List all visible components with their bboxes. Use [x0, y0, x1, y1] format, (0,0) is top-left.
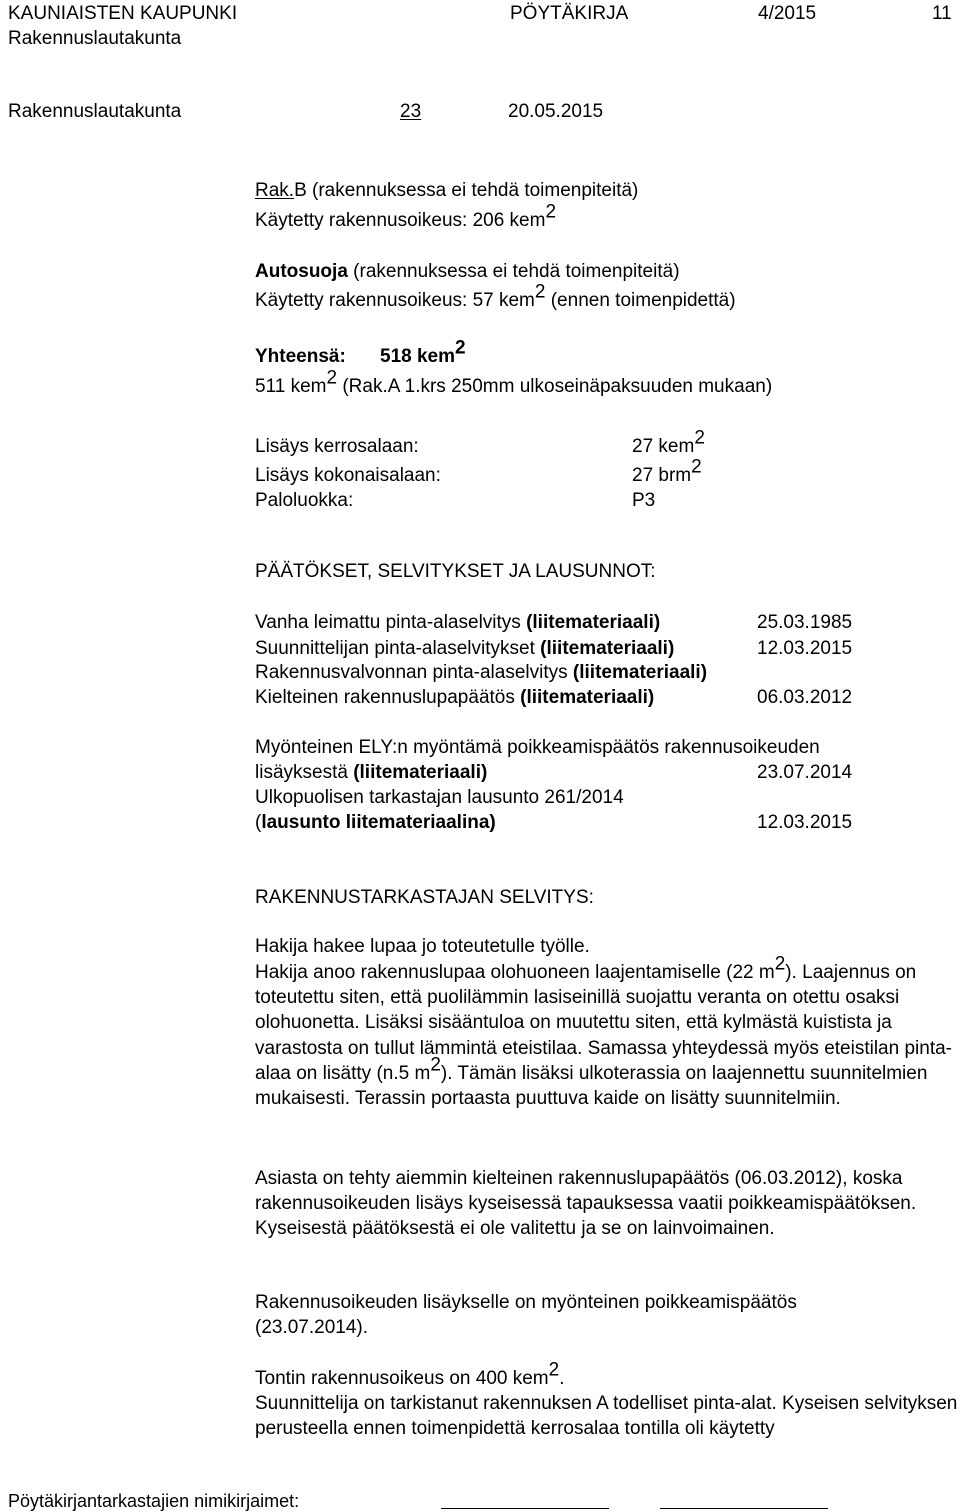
- addition-label: Lisäys kerrosalaan:: [255, 436, 419, 457]
- external-attachment: lausunto liitemateriaalina): [261, 812, 496, 833]
- decision-row-text: [255, 663, 707, 682]
- alt-total-tail: (Rak.A 1.krs 250mm ulkoseinäpaksuuden mukaan): [342, 376, 773, 397]
- board-name: Rakennuslautakunta: [8, 28, 182, 49]
- p2-text-b: ). Laajennus on toteutettu siten, että puolilämmin lasiseinillä suojattu veranta on otettu osaksi olohuonetta. Lisäksi sisääntuloa on muutettu siten, että kylmästä kuistista ja varastosta on tullut lämmintä eteistilaa. Samassa yhteydessä myös eteistilan pinta-alaa on lisätty (n.5 m: [255, 962, 952, 1084]
- signature-label: Pöytäkirjantarkastajien nimikirjaimet:: [8, 1491, 300, 1511]
- addition-value-sup: 2: [691, 456, 702, 478]
- section-board: Rakennuslautakunta: [8, 101, 182, 122]
- decisions-heading: PÄÄTÖKSET, SELVITYKSET JA LAUSUNNOT:: [255, 561, 656, 582]
- inspector-paragraph: Suunnittelija on tarkistanut rakennuksen A todelliset pinta-alat. Kyseisen selvityksen perusteella ennen toimenpidettä kerrosalaa tontilla oli käytetty: [255, 1393, 958, 1439]
- decision-row-text: [255, 639, 674, 658]
- decision-text: Kielteinen rakennuslupapäätös: [255, 687, 521, 708]
- ely-attachment: (liitemateriaali): [353, 762, 488, 783]
- addition-value-text: 27 kem: [632, 436, 695, 457]
- garage-line: [255, 262, 680, 281]
- inspector-paragraph: Asiasta on tehty aiemmin kielteinen rakennuslupapäätös (06.03.2012), koska rakennusoikeuden lisäys kyseisessä tapauksessa vaatii poikkeamispäätöksen. Kyseisestä päätöksestä ei ole valitettu ja se on lainvoimainen.: [255, 1168, 917, 1239]
- rak-b-line: [255, 181, 638, 200]
- garage-description: (rakennuksessa ei tehdä toimenpiteitä): [353, 261, 680, 282]
- garage-used-text: Käytetty rakennusoikeus: 57 kem: [255, 290, 535, 311]
- total-label-text: Yhteensä:: [255, 346, 346, 367]
- decision-attachment: (liitemateriaali): [540, 638, 675, 659]
- addition-label: Lisäys kokonaisalaan:: [255, 465, 441, 486]
- rak-b-used-text: Käytetty rakennusoikeus: 206 kem: [255, 210, 546, 231]
- external-line-2: [255, 813, 496, 832]
- total-value: [380, 337, 466, 367]
- decision-row-text: [255, 613, 660, 632]
- decision-text: Rakennusvalvonnan pinta-alaselvitys: [255, 662, 573, 683]
- doc-type: PÖYTÄKIRJA: [510, 3, 629, 24]
- ely-date: 23.07.2014: [757, 762, 853, 783]
- decision-row-date: 12.03.2015: [757, 638, 853, 659]
- p5-sup: 2: [548, 1359, 560, 1381]
- p2-text-a: Hakija anoo rakennuslupaa olohuoneen laajentamiselle (22 m: [255, 962, 775, 983]
- decision-row-date: 06.03.2012: [757, 687, 853, 708]
- rak-b-used-sup: 2: [545, 201, 557, 223]
- addition-value-sup: 2: [694, 427, 705, 449]
- p5-text-a: Tontin rakennusoikeus on 400 kem: [255, 1368, 549, 1389]
- decision-attachment: (liitemateriaali): [526, 612, 661, 633]
- total-value-text: 518 kem: [380, 346, 456, 367]
- alt-total-sup: 2: [326, 367, 338, 389]
- decision-attachment: (liitemateriaali): [520, 687, 655, 708]
- addition-value-text: 27 brm: [632, 465, 692, 486]
- decision-row-date: 25.03.1985: [757, 612, 853, 633]
- inspector-paragraph: Rakennusoikeuden lisäykselle on myönteinen poikkeamispäätös (23.07.2014).: [255, 1292, 797, 1338]
- alt-total-value: 511 kem: [255, 376, 327, 397]
- garage-label: Autosuoja: [255, 261, 348, 282]
- p5-text-b: .: [559, 1368, 565, 1389]
- rak-b-description: B (rakennuksessa ei tehdä toimenpiteitä): [294, 180, 639, 201]
- rak-b-used: [255, 201, 557, 231]
- signature-line[interactable]: [441, 1508, 609, 1509]
- decision-text: Vanha leimattu pinta-alaselvitys: [255, 612, 527, 633]
- inspector-paragraph: Hakija hakee lupaa jo toteutetulle työlle.: [255, 936, 590, 957]
- decision-attachment: (liitemateriaali): [572, 662, 708, 683]
- ely-line-1: Myönteinen ELY:n myöntämä poikkeamispäätös rakennusoikeuden: [255, 737, 820, 758]
- external-open-paren: (: [255, 812, 262, 833]
- garage-used-tail: (ennen toimenpidettä): [550, 290, 736, 311]
- inspector-paragraph: [255, 1359, 960, 1391]
- ely-text: lisäyksestä: [255, 762, 354, 783]
- inspector-paragraph: [255, 953, 960, 1111]
- section-item-number: 23: [400, 101, 422, 122]
- addition-value: [632, 456, 702, 486]
- total-label: [255, 347, 346, 366]
- addition-value: P3: [632, 490, 656, 511]
- p2-text-c: ). Tämän lisäksi ulkoterassia on laajennettu suunnitelmien mukaisesti. Terassin portaasta puuttuva kaide on lisätty suunnitelmiin.: [255, 1062, 928, 1110]
- alt-total: [255, 367, 773, 397]
- external-date: 12.03.2015: [757, 812, 853, 833]
- rak-b-prefix: Rak.: [255, 180, 295, 201]
- section-date: 20.05.2015: [508, 101, 604, 122]
- addition-label: Paloluokka:: [255, 490, 354, 511]
- decision-row-text: [255, 688, 654, 707]
- garage-used-sup: 2: [534, 281, 546, 303]
- addition-value: [632, 427, 705, 457]
- external-line-1: Ulkopuolisen tarkastajan lausunto 261/2014: [255, 787, 624, 808]
- doc-number: 4/2015: [758, 3, 817, 24]
- ely-line-2: [255, 763, 487, 782]
- page-number: 11: [932, 3, 952, 24]
- org-name: KAUNIAISTEN KAUPUNKI: [8, 3, 238, 24]
- total-value-sup: 2: [455, 337, 466, 359]
- p2-sup-2: 2: [430, 1054, 441, 1076]
- decision-text: Suunnittelijan pinta-alaselvitykset: [255, 638, 541, 659]
- garage-used: [255, 281, 736, 311]
- p2-sup: 2: [774, 953, 786, 975]
- signature-line[interactable]: [660, 1508, 828, 1509]
- inspector-heading: RAKENNUSTARKASTAJAN SELVITYS:: [255, 887, 594, 908]
